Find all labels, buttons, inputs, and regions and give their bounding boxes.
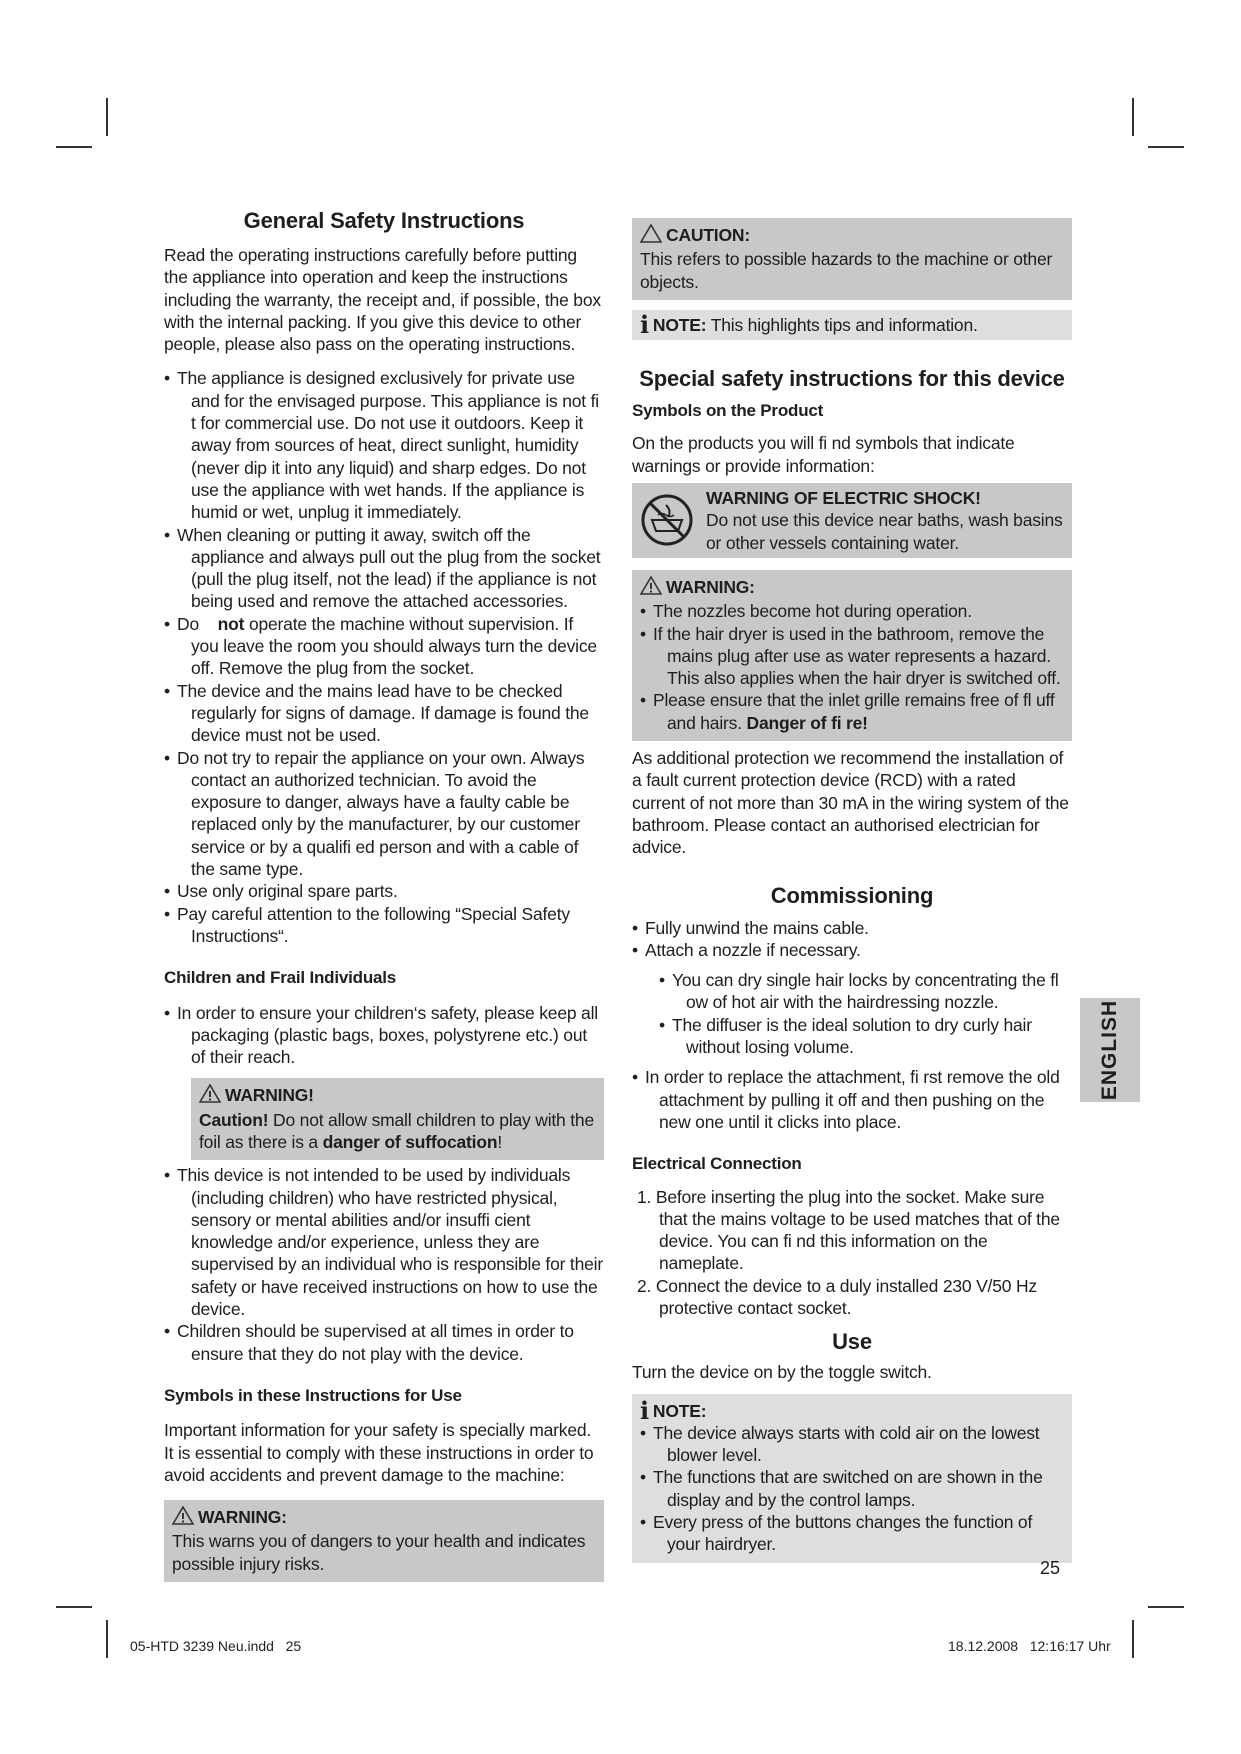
left-column xyxy=(164,208,604,1582)
note-text: This highlights tips and information. xyxy=(710,314,978,335)
language-tab xyxy=(1080,998,1140,1102)
list-item: • Children should be supervised at all times in order to ensure that they do not play with the device. xyxy=(164,1320,604,1365)
list-item: • When cleaning or putting it away, switch off the appliance and always pull out the plug from the socket (pull the plug itself, not the lead) if the appliance is not being used and remove the attached accessories. xyxy=(164,524,604,613)
caution-box xyxy=(632,218,1072,300)
list-item: • The diffuser is the ideal solution to dry curly hair without losing volume. xyxy=(659,1014,1072,1059)
no-water-bath-icon xyxy=(640,493,694,547)
danger-phrase: danger of suffocation xyxy=(322,1131,498,1152)
list-item: • You can dry single hair locks by concentrating the fl ow of hot air with the hairdressing nozzle. xyxy=(659,969,1072,1014)
general-safety-title: General Safety Instructions xyxy=(243,208,525,233)
symbols-product-heading: Symbols on the Product xyxy=(632,401,824,421)
step-item: 2. Connect the device to a duly installed 230 V/50 Hz protective contact socket. xyxy=(637,1275,1037,1318)
list-item: • The functions that are switched on are shown in the display and by the control lamps. xyxy=(640,1466,1064,1511)
footer-file-info: 05-HTD 3239 Neu.indd 25 xyxy=(130,1638,302,1654)
list-item: • Do not try to repair the appliance on your own. Always contact an authorized technician. To avoid the exposure to danger, always have a faulty cable be replaced only by the manufacturer, by our customer service or by a qualifi ed person and with a cable of the same type. xyxy=(164,747,604,881)
crop-mark xyxy=(1132,1620,1134,1658)
crop-mark xyxy=(1132,98,1134,136)
warning-heading xyxy=(199,1084,596,1108)
children-heading: Children and Frail Individuals xyxy=(164,968,397,988)
list-item: • This device is not intended to be used by individuals (including children) who have restricted physical, sensory or mental abilities and/or insuffi cient knowledge and/or experience, unless they are supervised by an individual who is responsible for their safety or have received instructions on how to use the device. xyxy=(164,1164,604,1320)
note-box xyxy=(632,310,1072,340)
warning-heading xyxy=(172,1506,596,1530)
warning-triangle-icon xyxy=(172,1506,194,1530)
warning-box-health xyxy=(164,1500,604,1582)
children-list xyxy=(164,1002,604,1069)
commissioning-list xyxy=(632,917,1072,962)
caution-heading xyxy=(640,224,1064,248)
symbols-product-paragraph: On the products you will fi nd symbols that indicate warnings or provide information: xyxy=(632,433,1015,476)
list-item: • In order to ensure your children‘s safety, please keep all packaging (plastic bags, boxes, polystyrene etc.) out of their reach. xyxy=(164,1002,604,1069)
step-item: 1. Before inserting the plug into the socket. Make sure that the mains voltage to be used matches that of the device. You can fi nd this information on the nameplate. xyxy=(637,1186,1060,1274)
list-item-text: Please ensure that the inlet grille remains free of fl uff and hairs. xyxy=(653,690,1055,733)
note-list xyxy=(640,1422,1064,1556)
info-icon: i xyxy=(640,1395,649,1425)
list-item: • In order to replace the attachment, fi rst remove the old attachment by pulling it off and then pushing on the new one until it clicks into place. xyxy=(632,1066,1072,1133)
warning-text: This warns you of dangers to your health and indicates possible injury risks. xyxy=(172,1531,586,1574)
info-icon: i xyxy=(640,309,649,339)
list-item: • Fully unwind the mains cable. xyxy=(632,917,1072,939)
special-safety-title: Special safety instructions for this device xyxy=(639,366,1065,392)
safety-list xyxy=(164,367,604,947)
not-word: not xyxy=(217,613,245,634)
electric-shock-warning-box xyxy=(632,483,1072,558)
list-item: • Pay careful attention to the following “Special Safety Instructions“. xyxy=(164,903,604,948)
electric-shock-text-block xyxy=(706,487,1064,554)
intro-paragraph: Read the operating instructions carefully before putting the appliance into operation and keep the instructions including the warranty, the receipt and, if possible, the box with the internal packing. If you give this device to other people, please also pass on the operating instructions. xyxy=(164,245,601,355)
note-heading xyxy=(640,1395,1064,1425)
warning-triangle-icon xyxy=(199,1084,221,1108)
language-tab-label: ENGLISH xyxy=(1098,999,1121,1101)
crop-mark xyxy=(1148,146,1184,148)
list-item: • The device and the mains lead have to be checked regularly for signs of damage. If damage is found the device must not be used. xyxy=(164,680,604,747)
warning-text-part: Do not allow small children to play with the foil as there is a xyxy=(199,1109,594,1152)
page-number: 25 xyxy=(1040,1558,1061,1578)
caution-title: CAUTION: xyxy=(666,225,750,245)
list-item: • Every press of the buttons changes the function of your hairdryer. xyxy=(640,1511,1064,1556)
right-column xyxy=(632,218,1072,1563)
exclamation: ! xyxy=(497,1131,503,1152)
caution-word: Caution! xyxy=(199,1109,269,1130)
use-title: Use xyxy=(832,1329,872,1355)
list-item-text: operate the machine without supervision. If you leave the room you should always turn the device off. Remove the plug from the socket. xyxy=(191,613,597,679)
use-paragraph: Turn the device on by the toggle switch. xyxy=(632,1362,932,1383)
warning-list xyxy=(640,600,1064,734)
caution-text: This refers to possible hazards to the machine or other objects. xyxy=(640,249,1053,292)
warning-heading xyxy=(640,576,1064,600)
crop-mark xyxy=(56,146,92,148)
danger-fire-phrase: Danger of fi re! xyxy=(746,712,868,733)
warning-title: WARNING: xyxy=(198,1507,287,1528)
list-item xyxy=(164,613,604,680)
crop-mark xyxy=(1148,1606,1184,1608)
commissioning-list-2 xyxy=(632,1066,1072,1133)
note-label: NOTE: xyxy=(652,314,707,335)
list-item: • The device always starts with cold air on the lowest blower level. xyxy=(640,1422,1064,1467)
symbols-heading: Symbols in these Instructions for Use xyxy=(164,1385,462,1405)
note-label: NOTE: xyxy=(652,1400,707,1421)
electrical-steps xyxy=(632,1186,1072,1320)
commissioning-title: Commissioning xyxy=(770,882,934,908)
caution-triangle-icon xyxy=(640,224,662,248)
list-item: • The nozzles become hot during operation. xyxy=(640,600,1064,622)
warning-box-nozzles xyxy=(632,570,1072,741)
crop-mark xyxy=(106,1620,108,1658)
electric-shock-title: WARNING OF ELECTRIC SHOCK! xyxy=(706,488,981,509)
list-item: • Use only original spare parts. xyxy=(164,880,604,902)
note-box-use xyxy=(632,1394,1072,1563)
children-list-2 xyxy=(164,1164,604,1365)
list-item xyxy=(640,689,1064,734)
do-word: Do xyxy=(177,613,199,634)
warning-title: WARNING! xyxy=(225,1085,314,1106)
rcd-paragraph: As additional protection we recommend the installation of a fault current protection device (RCD) with a rated current of not more than 30 mA in the wiring system of the bathroom. Please contact an authorised electrician for advice. xyxy=(632,748,1069,858)
warning-title: WARNING: xyxy=(666,576,755,597)
crop-mark xyxy=(106,98,108,136)
footer-timestamp: 18.12.2008 12:16:17 Uhr xyxy=(948,1638,1111,1654)
warning-text xyxy=(199,1109,596,1154)
electric-shock-text: Do not use this device near baths, wash basins or other vessels containing water. xyxy=(706,510,1063,553)
list-item: • The appliance is designed exclusively for private use and for the envisaged purpose. This appliance is not fi t for commercial use. Do not use it outdoors. Keep it away from sources of heat, direct sunlight, humidity (never dip it into any liquid) and sharp edges. Do not use the appliance with wet hands. If the appliance is humid or wet, unplug it immediately. xyxy=(164,367,604,523)
crop-mark xyxy=(56,1606,92,1608)
list-item: • If the hair dryer is used in the bathroom, remove the mains plug after use as water represents a hazard. This also applies when the hair dryer is switched off. xyxy=(640,623,1064,690)
symbols-paragraph: Important information for your safety is specially marked. It is essential to comply with these instructions in order to avoid accidents and prevent damage to the machine: xyxy=(164,1420,594,1485)
list-item: • Attach a nozzle if necessary. xyxy=(632,939,1072,961)
warning-triangle-icon xyxy=(640,576,662,600)
electrical-heading: Electrical Connection xyxy=(632,1154,802,1174)
warning-box-suffocation xyxy=(191,1078,604,1160)
commissioning-sub-list xyxy=(659,969,1072,1058)
